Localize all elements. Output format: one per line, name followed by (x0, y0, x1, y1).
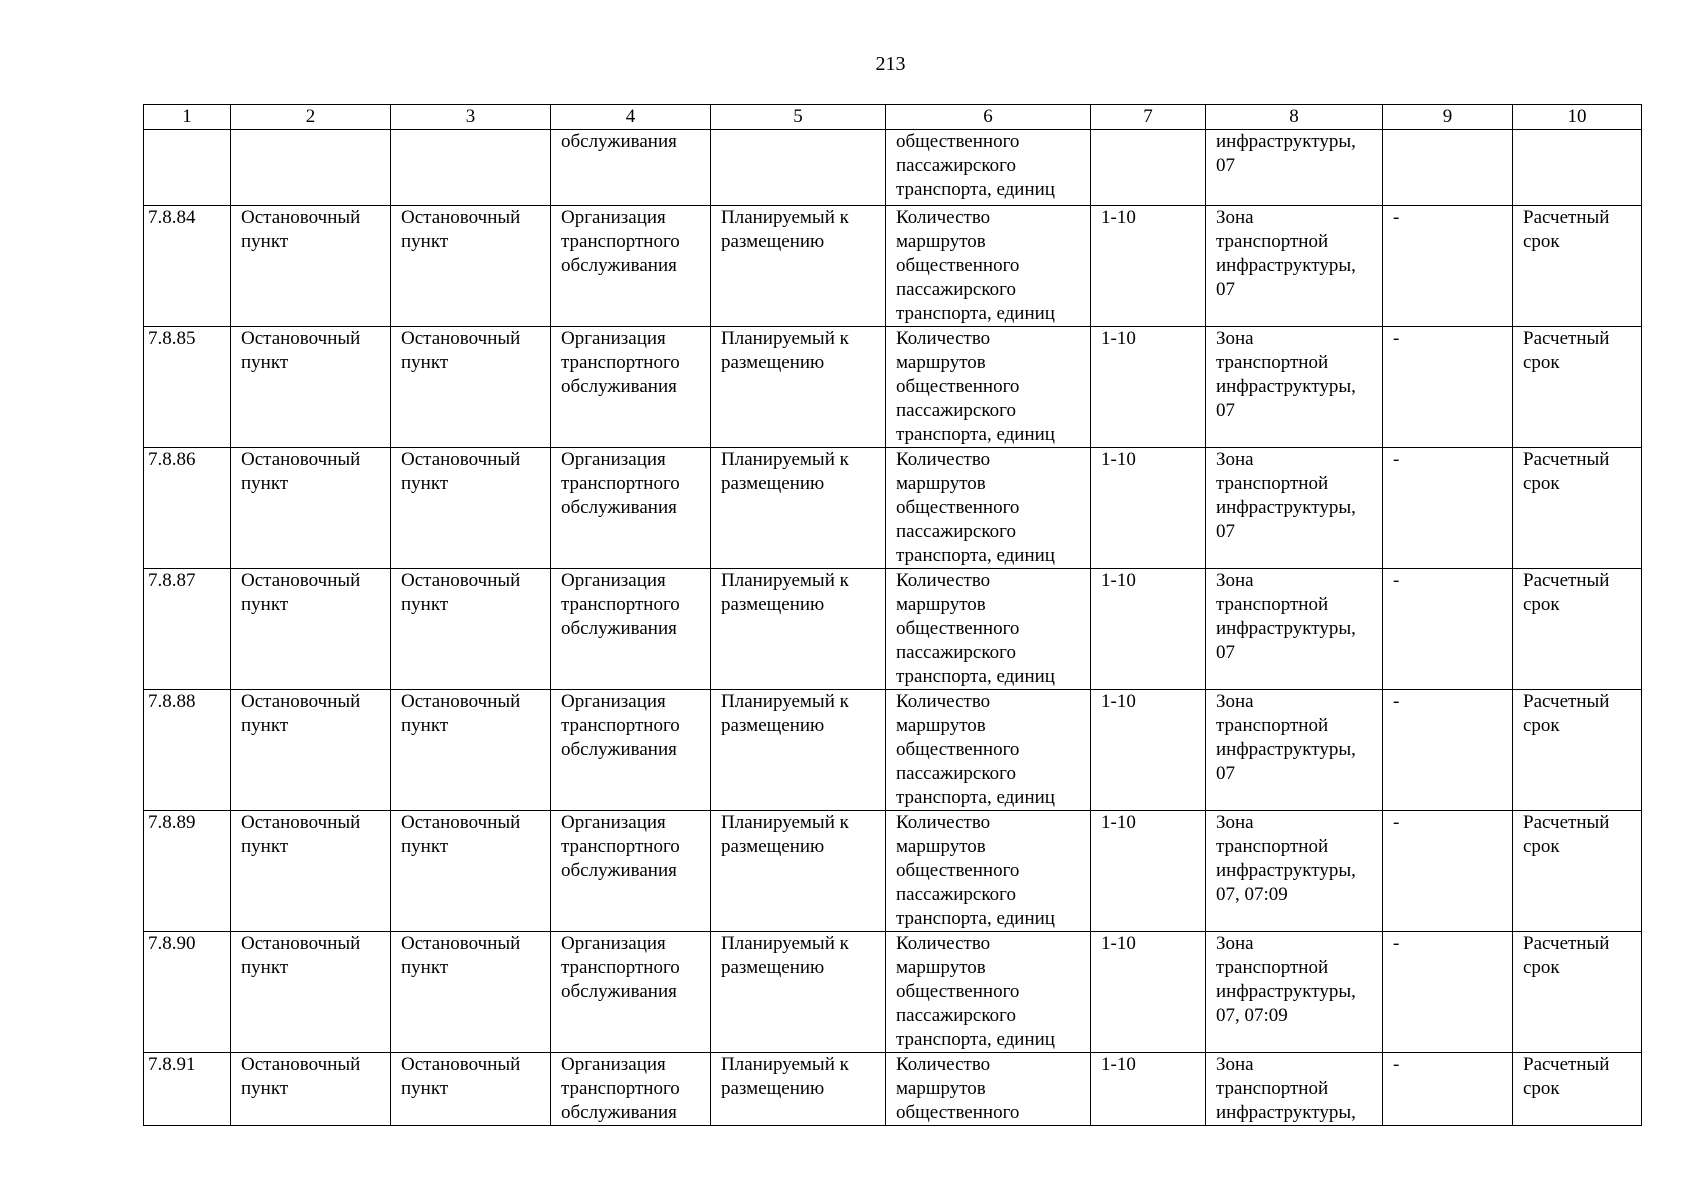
table-row (144, 932, 1642, 1053)
cell-term: Расчетный срок (1513, 448, 1642, 569)
table-header (144, 105, 1642, 130)
cell-status: Планируемый к размещению (711, 690, 886, 811)
cell-purpose: Организация транспортного обслуживания (551, 932, 711, 1053)
cell-purpose: Организация транспортного обслуживания (551, 448, 711, 569)
page-number: 213 (875, 53, 906, 75)
cell-characteristic: общественного пассажирского транспорта, единиц (886, 130, 1091, 206)
cell-term: Расчетный срок (1513, 1053, 1642, 1126)
cell-protection-zone: - (1383, 811, 1513, 932)
cell-characteristic: Количество маршрутов общественного пассажирского транспорта, единиц (886, 690, 1091, 811)
cell-characteristic: Количество маршрутов общественного пассажирского транспорта, единиц (886, 327, 1091, 448)
table-row (144, 130, 1642, 206)
cell-protection-zone: - (1383, 448, 1513, 569)
column-header-4: 4 (551, 105, 711, 130)
cell-value: 1-10 (1091, 932, 1206, 1053)
cell-protection-zone: - (1383, 932, 1513, 1053)
table-row (144, 327, 1642, 448)
cell-object-type (231, 130, 391, 206)
cell-purpose: Организация транспортного обслуживания (551, 1053, 711, 1126)
cell-term (1513, 130, 1642, 206)
cell-status: Планируемый к размещению (711, 448, 886, 569)
table-body (144, 130, 1642, 1126)
cell-status: Планируемый к размещению (711, 569, 886, 690)
cell-object-name: Остановочный пункт (391, 569, 551, 690)
cell-purpose: Организация транспортного обслуживания (551, 811, 711, 932)
table-row (144, 690, 1642, 811)
cell-row-number: 7.8.89 (144, 811, 231, 932)
cell-object-name: Остановочный пункт (391, 327, 551, 448)
cell-protection-zone: - (1383, 327, 1513, 448)
cell-status: Планируемый к размещению (711, 932, 886, 1053)
cell-characteristic: Количество маршрутов общественного пассажирского транспорта, единиц (886, 448, 1091, 569)
column-header-7: 7 (1091, 105, 1206, 130)
cell-object-type: Остановочный пункт (231, 448, 391, 569)
cell-status: Планируемый к размещению (711, 327, 886, 448)
cell-object-name: Остановочный пункт (391, 690, 551, 811)
cell-protection-zone: - (1383, 206, 1513, 327)
cell-protection-zone (1383, 130, 1513, 206)
cell-row-number: 7.8.88 (144, 690, 231, 811)
cell-zone: инфраструктуры, 07 (1206, 130, 1383, 206)
cell-value: 1-10 (1091, 690, 1206, 811)
cell-zone: Зона транспортной инфраструктуры, 07 (1206, 327, 1383, 448)
cell-term: Расчетный срок (1513, 690, 1642, 811)
cell-status: Планируемый к размещению (711, 1053, 886, 1126)
cell-value: 1-10 (1091, 1053, 1206, 1126)
column-header-8: 8 (1206, 105, 1383, 130)
cell-value: 1-10 (1091, 811, 1206, 932)
cell-purpose: обслуживания (551, 130, 711, 206)
cell-zone: Зона транспортной инфраструктуры, 07, 07:09 (1206, 811, 1383, 932)
cell-object-name: Остановочный пункт (391, 448, 551, 569)
cell-zone: Зона транспортной инфраструктуры, 07 (1206, 569, 1383, 690)
column-header-1: 1 (144, 105, 231, 130)
cell-zone: Зона транспортной инфраструктуры, 07 (1206, 690, 1383, 811)
table-row (144, 1053, 1642, 1126)
table-row (144, 448, 1642, 569)
cell-value (1091, 130, 1206, 206)
table-row (144, 569, 1642, 690)
cell-zone: Зона транспортной инфраструктуры, 07 (1206, 206, 1383, 327)
cell-status (711, 130, 886, 206)
cell-object-type: Остановочный пункт (231, 206, 391, 327)
cell-row-number (144, 130, 231, 206)
cell-term: Расчетный срок (1513, 569, 1642, 690)
cell-term: Расчетный срок (1513, 932, 1642, 1053)
cell-protection-zone: - (1383, 569, 1513, 690)
cell-row-number: 7.8.84 (144, 206, 231, 327)
cell-characteristic: Количество маршрутов общественного пассажирского транспорта, единиц (886, 932, 1091, 1053)
cell-object-name: Остановочный пункт (391, 932, 551, 1053)
column-header-5: 5 (711, 105, 886, 130)
header-row (144, 105, 1642, 130)
column-header-2: 2 (231, 105, 391, 130)
cell-value: 1-10 (1091, 206, 1206, 327)
cell-object-name (391, 130, 551, 206)
cell-status: Планируемый к размещению (711, 811, 886, 932)
cell-characteristic: Количество маршрутов общественного пассажирского транспорта, единиц (886, 811, 1091, 932)
cell-status: Планируемый к размещению (711, 206, 886, 327)
cell-protection-zone: - (1383, 690, 1513, 811)
cell-zone: Зона транспортной инфраструктуры, 07, 07:09 (1206, 932, 1383, 1053)
cell-characteristic: Количество маршрутов общественного пассажирского транспорта, единиц (886, 206, 1091, 327)
cell-term: Расчетный срок (1513, 206, 1642, 327)
data-table (143, 104, 1642, 1126)
cell-value: 1-10 (1091, 448, 1206, 569)
column-header-9: 9 (1383, 105, 1513, 130)
cell-value: 1-10 (1091, 569, 1206, 690)
cell-value: 1-10 (1091, 327, 1206, 448)
column-header-10: 10 (1513, 105, 1642, 130)
cell-protection-zone: - (1383, 1053, 1513, 1126)
cell-zone: Зона транспортной инфраструктуры, (1206, 1053, 1383, 1126)
cell-characteristic: Количество маршрутов общественного (886, 1053, 1091, 1126)
cell-object-name: Остановочный пункт (391, 206, 551, 327)
column-header-3: 3 (391, 105, 551, 130)
cell-characteristic: Количество маршрутов общественного пассажирского транспорта, единиц (886, 569, 1091, 690)
cell-zone: Зона транспортной инфраструктуры, 07 (1206, 448, 1383, 569)
cell-row-number: 7.8.87 (144, 569, 231, 690)
cell-term: Расчетный срок (1513, 327, 1642, 448)
cell-row-number: 7.8.86 (144, 448, 231, 569)
cell-object-name: Остановочный пункт (391, 1053, 551, 1126)
cell-purpose: Организация транспортного обслуживания (551, 690, 711, 811)
table-row (144, 811, 1642, 932)
cell-object-type: Остановочный пункт (231, 690, 391, 811)
cell-purpose: Организация транспортного обслуживания (551, 569, 711, 690)
cell-purpose: Организация транспортного обслуживания (551, 206, 711, 327)
cell-object-type: Остановочный пункт (231, 569, 391, 690)
cell-object-name: Остановочный пункт (391, 811, 551, 932)
cell-row-number: 7.8.91 (144, 1053, 231, 1126)
cell-purpose: Организация транспортного обслуживания (551, 327, 711, 448)
cell-term: Расчетный срок (1513, 811, 1642, 932)
table-row (144, 206, 1642, 327)
cell-row-number: 7.8.90 (144, 932, 231, 1053)
column-header-6: 6 (886, 105, 1091, 130)
cell-object-type: Остановочный пункт (231, 327, 391, 448)
cell-object-type: Остановочный пункт (231, 1053, 391, 1126)
cell-object-type: Остановочный пункт (231, 811, 391, 932)
cell-object-type: Остановочный пункт (231, 932, 391, 1053)
cell-row-number: 7.8.85 (144, 327, 231, 448)
